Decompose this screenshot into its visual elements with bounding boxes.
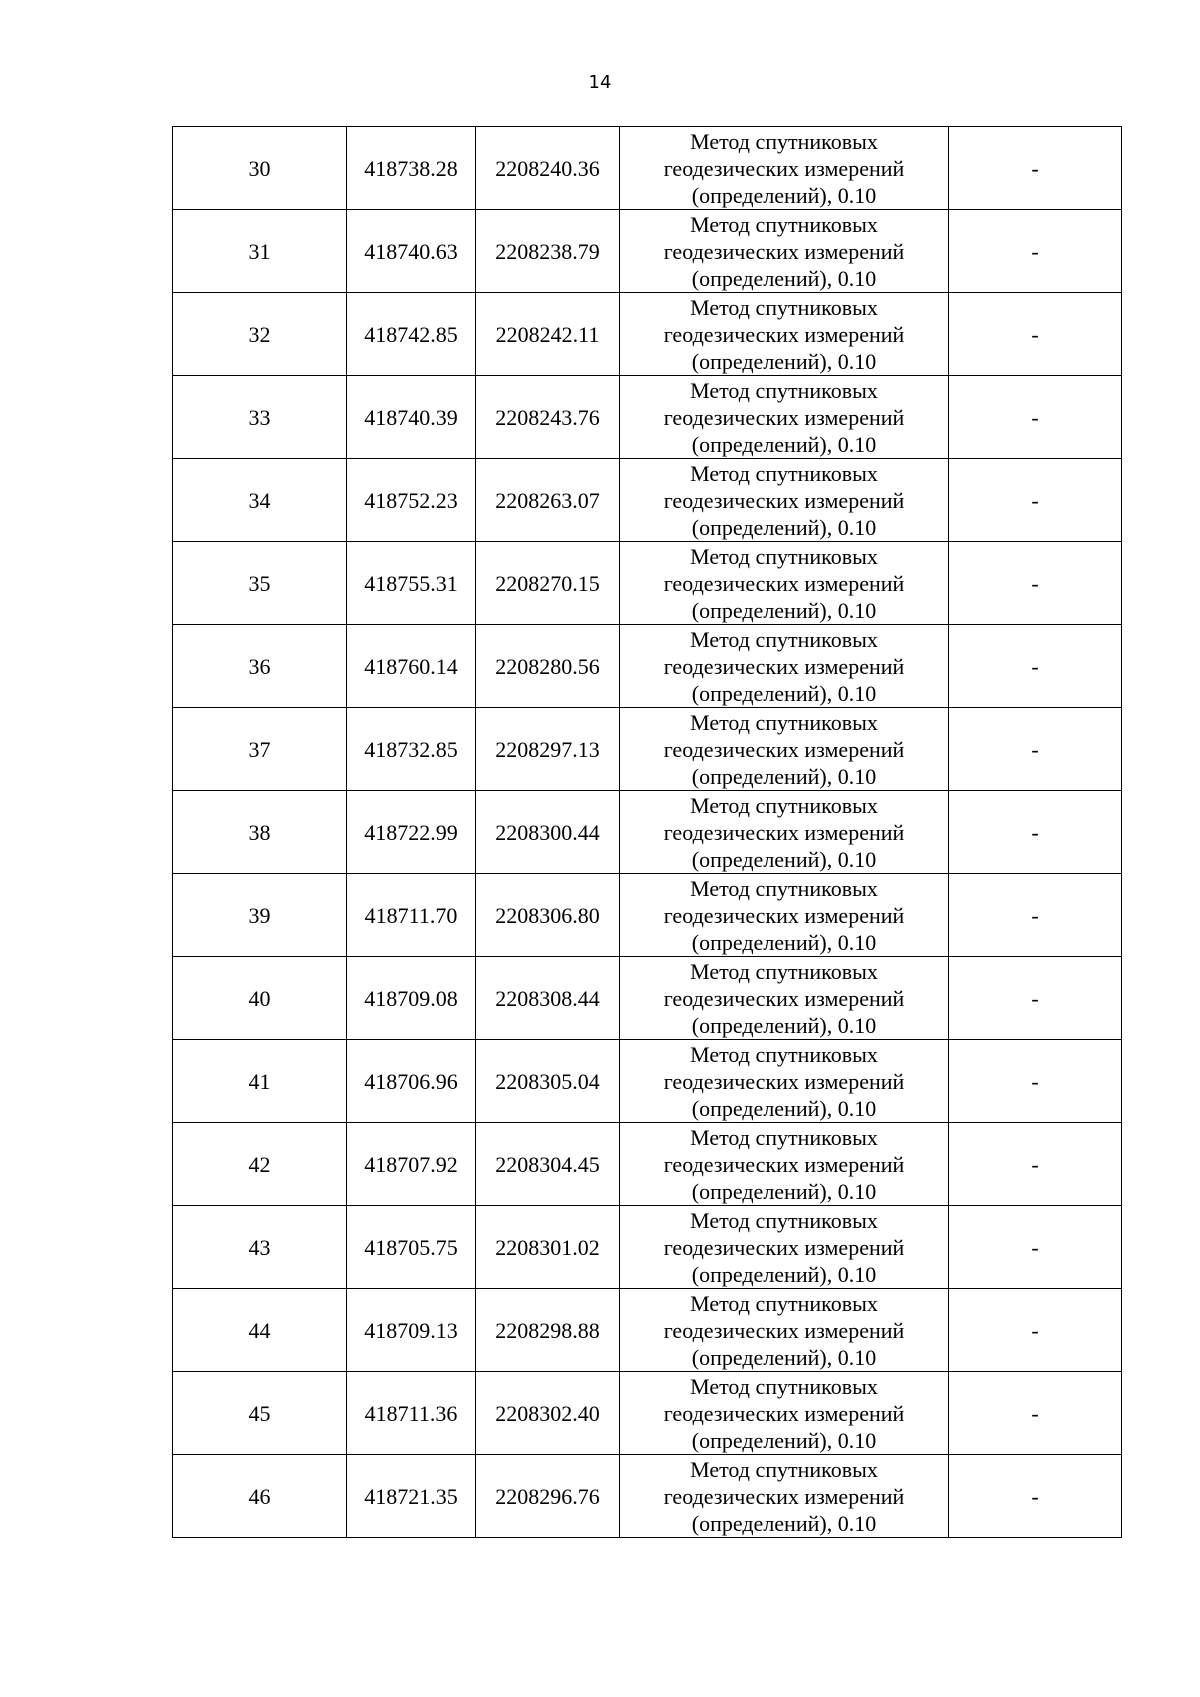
- method-line: Метод спутниковых: [690, 543, 878, 569]
- y-coordinate-cell: 2208296.76: [476, 1455, 620, 1538]
- method-line: (определений), 0.10: [691, 929, 877, 955]
- coordinates-table-body: [173, 127, 1122, 1538]
- method-line: геодезических измерений: [663, 1317, 905, 1343]
- y-coordinate-cell: 2208243.76: [476, 376, 620, 459]
- method-line: Метод спутниковых: [690, 460, 878, 486]
- y-coordinate-cell: 2208308.44: [476, 957, 620, 1040]
- point-number-cell: 39: [173, 874, 347, 957]
- note-cell: -: [949, 708, 1122, 791]
- x-coordinate-cell: 418707.92: [347, 1123, 476, 1206]
- table-row: [173, 1289, 1122, 1372]
- method-line: геодезических измерений: [663, 238, 905, 264]
- note-cell: -: [949, 1372, 1122, 1455]
- method-line: геодезических измерений: [663, 1234, 905, 1260]
- note-cell: -: [949, 210, 1122, 293]
- method-line: геодезических измерений: [663, 1068, 905, 1094]
- method-cell: [620, 127, 949, 210]
- method-line: Метод спутниковых: [690, 128, 878, 154]
- method-cell: [620, 957, 949, 1040]
- x-coordinate-cell: 418755.31: [347, 542, 476, 625]
- note-cell: -: [949, 459, 1122, 542]
- table-row: [173, 210, 1122, 293]
- note-cell: -: [949, 791, 1122, 874]
- point-number-cell: 40: [173, 957, 347, 1040]
- x-coordinate-cell: 418732.85: [347, 708, 476, 791]
- y-coordinate-cell: 2208240.36: [476, 127, 620, 210]
- y-coordinate-cell: 2208304.45: [476, 1123, 620, 1206]
- method-line: (определений), 0.10: [691, 514, 877, 540]
- table-row: [173, 791, 1122, 874]
- note-cell: -: [949, 1289, 1122, 1372]
- point-number-cell: 34: [173, 459, 347, 542]
- method-line: (определений), 0.10: [691, 1178, 877, 1204]
- table-row: [173, 957, 1122, 1040]
- table-row: [173, 293, 1122, 376]
- method-line: геодезических измерений: [663, 653, 905, 679]
- x-coordinate-cell: 418709.08: [347, 957, 476, 1040]
- method-line: геодезических измерений: [663, 570, 905, 596]
- note-cell: -: [949, 957, 1122, 1040]
- method-line: Метод спутниковых: [690, 1124, 878, 1150]
- method-line: геодезических измерений: [663, 487, 905, 513]
- point-number-cell: 44: [173, 1289, 347, 1372]
- table-row: [173, 127, 1122, 210]
- point-number-cell: 38: [173, 791, 347, 874]
- coordinates-table: [172, 126, 1122, 1538]
- method-line: (определений), 0.10: [691, 1510, 877, 1536]
- point-number-cell: 45: [173, 1372, 347, 1455]
- method-cell: [620, 1040, 949, 1123]
- method-cell: [620, 1455, 949, 1538]
- y-coordinate-cell: 2208263.07: [476, 459, 620, 542]
- method-line: (определений), 0.10: [691, 1012, 877, 1038]
- x-coordinate-cell: 418711.36: [347, 1372, 476, 1455]
- x-coordinate-cell: 418711.70: [347, 874, 476, 957]
- table-row: [173, 459, 1122, 542]
- point-number-cell: 37: [173, 708, 347, 791]
- note-cell: -: [949, 1040, 1122, 1123]
- y-coordinate-cell: 2208297.13: [476, 708, 620, 791]
- point-number-cell: 36: [173, 625, 347, 708]
- method-line: геодезических измерений: [663, 1151, 905, 1177]
- method-line: Метод спутниковых: [690, 1373, 878, 1399]
- table-row: [173, 1040, 1122, 1123]
- method-line: Метод спутниковых: [690, 211, 878, 237]
- y-coordinate-cell: 2208238.79: [476, 210, 620, 293]
- method-cell: [620, 459, 949, 542]
- method-cell: [620, 874, 949, 957]
- y-coordinate-cell: 2208300.44: [476, 791, 620, 874]
- y-coordinate-cell: 2208280.56: [476, 625, 620, 708]
- y-coordinate-cell: 2208302.40: [476, 1372, 620, 1455]
- x-coordinate-cell: 418722.99: [347, 791, 476, 874]
- method-line: Метод спутниковых: [690, 709, 878, 735]
- method-line: геодезических измерений: [663, 404, 905, 430]
- x-coordinate-cell: 418752.23: [347, 459, 476, 542]
- x-coordinate-cell: 418706.96: [347, 1040, 476, 1123]
- note-cell: -: [949, 127, 1122, 210]
- method-cell: [620, 1289, 949, 1372]
- method-cell: [620, 708, 949, 791]
- method-cell: [620, 293, 949, 376]
- point-number-cell: 41: [173, 1040, 347, 1123]
- table-row: [173, 874, 1122, 957]
- point-number-cell: 33: [173, 376, 347, 459]
- method-line: Метод спутниковых: [690, 377, 878, 403]
- y-coordinate-cell: 2208306.80: [476, 874, 620, 957]
- y-coordinate-cell: 2208301.02: [476, 1206, 620, 1289]
- method-line: геодезических измерений: [663, 736, 905, 762]
- method-line: геодезических измерений: [663, 902, 905, 928]
- table-row: [173, 1206, 1122, 1289]
- method-cell: [620, 1123, 949, 1206]
- method-line: Метод спутниковых: [690, 1041, 878, 1067]
- method-line: геодезических измерений: [663, 321, 905, 347]
- method-line: (определений), 0.10: [691, 431, 877, 457]
- point-number-cell: 35: [173, 542, 347, 625]
- point-number-cell: 43: [173, 1206, 347, 1289]
- method-cell: [620, 791, 949, 874]
- y-coordinate-cell: 2208242.11: [476, 293, 620, 376]
- table-row: [173, 1455, 1122, 1538]
- note-cell: -: [949, 874, 1122, 957]
- method-line: (определений), 0.10: [691, 846, 877, 872]
- note-cell: -: [949, 1206, 1122, 1289]
- method-line: (определений), 0.10: [691, 1344, 877, 1370]
- method-line: (определений), 0.10: [691, 348, 877, 374]
- x-coordinate-cell: 418742.85: [347, 293, 476, 376]
- method-line: геодезических измерений: [663, 1400, 905, 1426]
- method-cell: [620, 210, 949, 293]
- table-row: [173, 542, 1122, 625]
- method-line: (определений), 0.10: [691, 265, 877, 291]
- method-line: (определений), 0.10: [691, 1095, 877, 1121]
- note-cell: -: [949, 1123, 1122, 1206]
- method-cell: [620, 1372, 949, 1455]
- note-cell: -: [949, 542, 1122, 625]
- point-number-cell: 32: [173, 293, 347, 376]
- y-coordinate-cell: 2208270.15: [476, 542, 620, 625]
- method-line: геодезических измерений: [663, 155, 905, 181]
- x-coordinate-cell: 418709.13: [347, 1289, 476, 1372]
- method-line: Метод спутниковых: [690, 294, 878, 320]
- method-line: Метод спутниковых: [690, 875, 878, 901]
- method-line: (определений), 0.10: [691, 1427, 877, 1453]
- method-line: Метод спутниковых: [690, 958, 878, 984]
- table-row: [173, 376, 1122, 459]
- method-line: (определений), 0.10: [691, 763, 877, 789]
- table-row: [173, 1123, 1122, 1206]
- x-coordinate-cell: 418721.35: [347, 1455, 476, 1538]
- note-cell: -: [949, 376, 1122, 459]
- x-coordinate-cell: 418760.14: [347, 625, 476, 708]
- method-line: (определений), 0.10: [691, 680, 877, 706]
- table-row: [173, 1372, 1122, 1455]
- method-line: геодезических измерений: [663, 819, 905, 845]
- method-line: Метод спутниковых: [690, 1207, 878, 1233]
- note-cell: -: [949, 293, 1122, 376]
- point-number-cell: 30: [173, 127, 347, 210]
- y-coordinate-cell: 2208298.88: [476, 1289, 620, 1372]
- method-cell: [620, 625, 949, 708]
- method-line: Метод спутниковых: [690, 626, 878, 652]
- method-line: геодезических измерений: [663, 1483, 905, 1509]
- method-line: (определений), 0.10: [691, 1261, 877, 1287]
- method-line: (определений), 0.10: [691, 182, 877, 208]
- method-line: (определений), 0.10: [691, 597, 877, 623]
- method-cell: [620, 376, 949, 459]
- method-line: Метод спутниковых: [690, 1456, 878, 1482]
- method-cell: [620, 542, 949, 625]
- y-coordinate-cell: 2208305.04: [476, 1040, 620, 1123]
- point-number-cell: 42: [173, 1123, 347, 1206]
- point-number-cell: 46: [173, 1455, 347, 1538]
- page-number: 14: [588, 72, 612, 93]
- method-cell: [620, 1206, 949, 1289]
- note-cell: -: [949, 625, 1122, 708]
- table-row: [173, 625, 1122, 708]
- x-coordinate-cell: 418705.75: [347, 1206, 476, 1289]
- point-number-cell: 31: [173, 210, 347, 293]
- x-coordinate-cell: 418740.39: [347, 376, 476, 459]
- method-line: геодезических измерений: [663, 985, 905, 1011]
- table-row: [173, 708, 1122, 791]
- method-line: Метод спутниковых: [690, 1290, 878, 1316]
- x-coordinate-cell: 418740.63: [347, 210, 476, 293]
- x-coordinate-cell: 418738.28: [347, 127, 476, 210]
- method-line: Метод спутниковых: [690, 792, 878, 818]
- note-cell: -: [949, 1455, 1122, 1538]
